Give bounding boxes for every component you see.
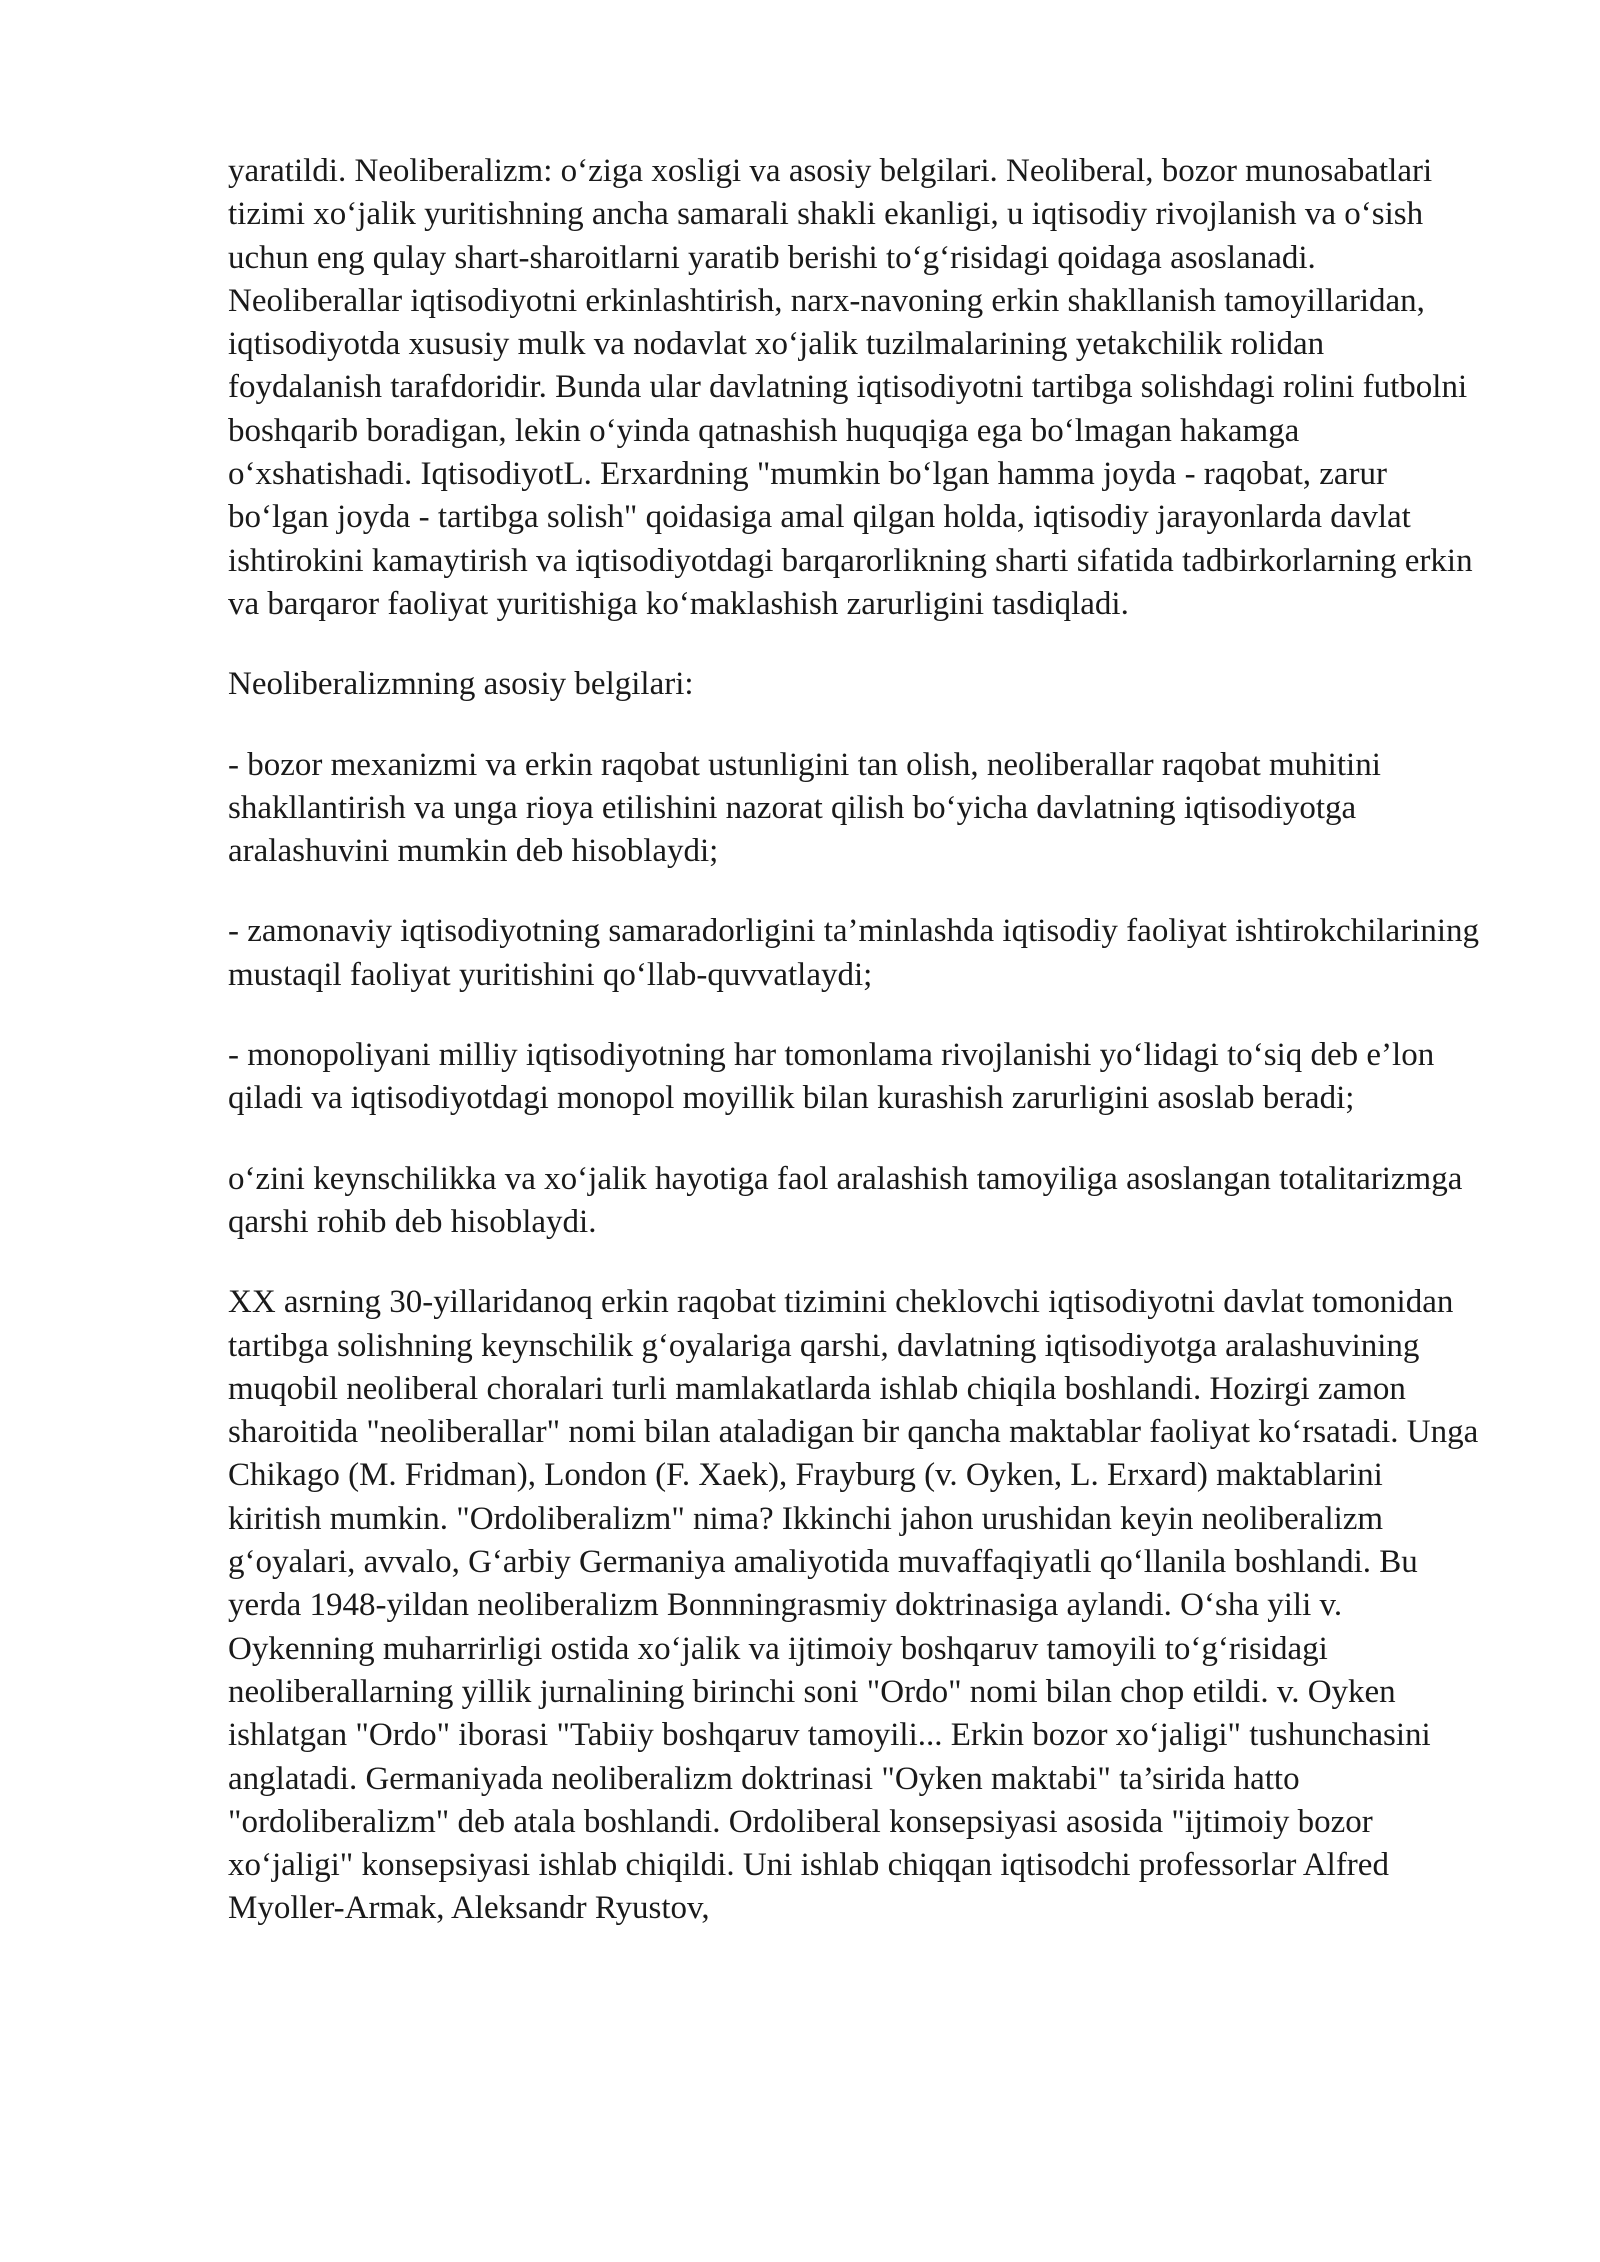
paragraph-intro: yaratildi. Neoliberalizm: o‘ziga xosligi va asosiy belgilari. Neoliberal, bozor munosabatlari tizimi xo‘jalik yuritishning ancha samarali shakli ekanligi, u iqtisodiy rivojlanish va o‘sish uchun eng qulay shart-sharoitlarni yaratib berishi to‘g‘risidagi qoidaga asoslanadi. Neoliberallar iqtisodiyotni erkinlashtirish, narx-navoning erkin shakllanish tamoyillaridan, iqtisodiyotda xususiy mulk va nodavlat xo‘jalik tuzilmalarining yetakchilik rolidan foydalanish tarafdoridir. Bunda ular davlatning iqtisodiyotni tartibga solishdagi rolini futbolni boshqarib boradigan, lekin o‘yinda qatnashish huquqiga ega bo‘lmagan hakamga o‘xshatishadi. IqtisodiyotL. Erxardning "mumkin bo‘lgan hamma joyda - raqobat, zarur bo‘lgan joyda - tartibga solish" qoidasiga amal qilgan holda, iqtisodiy jarayonlarda davlat ishtirokini kamaytirish va iqtisodiyotdagi barqarorlikning sharti sifatida tadbirkorlarning erkin va barqaror faoliyat yuritishiga ko‘maklashish zarurligini tasdiqladi. [228,153,1473,622]
document-page [228,150,1483,1968]
paragraph-history: XX asrning 30-yillaridanoq erkin raqobat tizimini cheklovchi iqtisodiyotni davlat tomonidan tartibga solishning keynschilik g‘oyalariga qarshi, davlatning iqtisodiyotga aralashuvining muqobil neoliberal choralari turli mamlakatlarda ishlab chiqila boshlandi. Hozirgi zamon sharoitida "neoliberallar" nomi bilan ataladigan bir qancha maktablar faoliyat ko‘rsatadi. Unga Chikago (M. Fridman), London (F. Xaek), Frayburg (v. Oyken, L. Erxard) maktablarini kiritish mumkin. "Ordoliberalizm" nima? Ikkinchi jahon urushidan keyin neoliberalizm g‘oyalari, avvalo, G‘arbiy Germaniya amaliyotida muvaffaqiyatli qo‘llanila boshlandi. Bu yerda 1948-yildan neoliberalizm Bonnningrasmiy doktrinasiga aylandi. O‘sha yili v. Oykenning muharrirligi ostida xo‘jalik va ijtimoiy boshqaruv tamoyili to‘g‘risidagi neoliberallarning yillik jurnalining birinchi soni "Ordo" nomi bilan chop etildi. v. Oyken ishlatgan "Ordo" iborasi "Tabiiy boshqaruv tamoyili... Erkin bozor xo‘jaligi" tushunchasini anglatadi. Germaniyada neoliberalizm doktrinasi "Oyken maktabi" ta’sirida hatto "ordoliberalizm" deb atala boshlandi. Ordoliberal konsepsiyasi asosida "ijtimoiy bozor xo‘jaligi" konsepsiyasi ishlab chiqildi. Uni ishlab chiqqan iqtisodchi professorlar Alfred Myoller-Armak, Aleksandr Ryustov, [228,1284,1479,1927]
paragraph-feature-keynesianism: o‘zini keynschilikka va xo‘jalik hayotiga faol aralashish tamoyiliga asoslangan totalitarizmga qarshi rohib deb hisoblaydi. [228,1160,1463,1240]
paragraph-feature-efficiency: - zamonaviy iqtisodiyotning samaradorligini ta’minlashda iqtisodiy faoliyat ishtirokchilarining mustaqil faoliyat yuritishini qo‘llab-quvvatlaydi; [228,913,1480,993]
paragraph-feature-monopoly: - monopoliyani milliy iqtisodiyotning har tomonlama rivojlanishi yo‘lidagi to‘siq deb e’lon qiladi va iqtisodiyotdagi monopol moyillik bilan kurashish zarurligini asoslab beradi; [228,1037,1435,1117]
paragraph-feature-market: - bozor mexanizmi va erkin raqobat ustunligini tan olish, neoliberallar raqobat muhitini shakllantirish va unga rioya etilishini nazorat qilish bo‘yicha davlatning iqtisodiyotga aralashuvini mumkin deb hisoblaydi; [228,746,1381,870]
paragraph-features-heading: Neoliberalizmning asosiy belgilari: [228,666,694,703]
